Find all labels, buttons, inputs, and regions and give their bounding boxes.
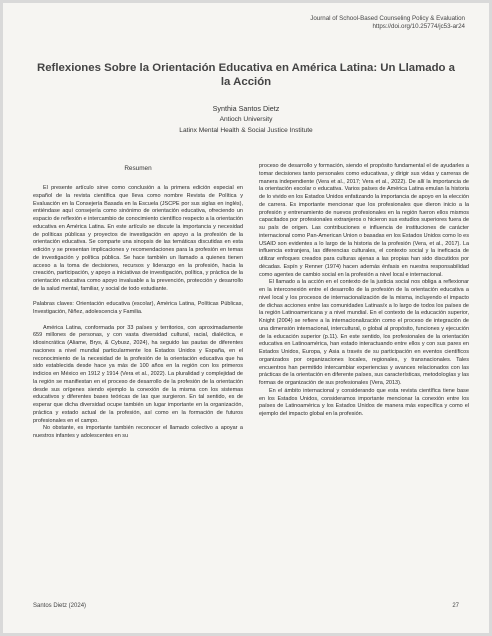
body-paragraph: No obstante, es importante también reconocer el llamado colectivo a apoyar a nuestros infantes y adolescentes en su xyxy=(33,425,243,439)
article-page xyxy=(3,3,489,633)
journal-name: Journal of School-Based Counseling Policy & Evaluation xyxy=(310,15,465,22)
abstract-text: El presente artículo sirve como conclusión a la primera edición especial en español de la revista científica que lleva como nombre Revista de Política y Evaluación en la Consejería Basada en la Escuela (JSCPE por sus siglas en inglés), entiéndase aquí consejería como sinónimo de orientación educativa, ofreciendo un espacio de reflexión e intercambio de conocimiento científico respecto a la orientación educativa en América Latina. En este artículo se discute la importancia y necesidad de políticas públicas y proyectos de investigación en apoyo a la profesión de la orientación educativa. Se comparte una sinopsis de las temáticas discutidas en esta edición y se presentan implicaciones y recomendaciones para la profesión en temas de investigación y política pública. Se hace también un llamado a quienes tienen acceso a la toma de decisiones, recursos y liderazgo en la profesión, hacia la creación, participación, y apoyo a iniciativas de investigación, política, y práctica de la orientación educativa como apoyo invaluable a la prevención, protección y desarrollo de la salud mental, familiar, y social de todo estudiante. xyxy=(33,185,243,292)
author-block xyxy=(3,103,489,136)
left-column xyxy=(33,163,243,593)
page-footer xyxy=(33,603,459,609)
keywords: Palabras claves: Orientación educativa (escolar), América Latina, Políticas Públicas, Investigación, Niñez, adolescencia y Familia. xyxy=(33,301,243,315)
author-affiliation: Latinx Mental Health & Social Justice Institute xyxy=(179,127,313,134)
body-paragraph: En el ámbito internacional y considerando que esta revista científica tiene base en los Estados Unidos, consideramos importante mencionar la conexión entre los países de Latinoamérica y los Estados Unidos de manera más específica y como el ejemplo del impacto global en la profesión. xyxy=(259,387,469,417)
body-paragraph: proceso de desarrollo y formación, siendo el propósito fundamental el de ayudarles a tomar decisiones tanto personales como educativas, y dirigir sus vidas y carreras de manera independiente (Vera et al., 2017; Vera et al., 2022). De allí la importancia de la orientación escolar o educativa. Varios países de América Latina emulan la historia de lo vivido en los Estados Unidos enfatizando la importancia de apoyo en la elección de carrera. Es importante mencionar que los profesionales que dieron inicio a la profesión y entrenamiento de nuevos profesionales en la región fueron ellos mismos capacitados por profesionales extranjeros o hicieron sus estudios superiores fuera de su país de origen. Las contribuciones e influencia de instituciones de carácter internacional como Pan-American Union o basadas en los Estados Unidos como lo es USAID son evidentes a lo largo de la historia de la profesión (Vera, et al., 2017). La influencia extranjera, las diferencias culturales, el contexto social y la ineficacia de utilizar enfoques creados para culturas ajenas a las propias han sido discutidos por décadas. Espín y Renner (1974) hacen además énfasis en nuestra responsabilidad como agentes de cambio social en la profesión a nivel local e internacional. xyxy=(259,163,469,278)
doi-link[interactable]: https://doi.org/10.25774/jc53-ar24 xyxy=(372,23,465,30)
footer-citation: Santos Dietz (2024) xyxy=(33,603,87,609)
body-paragraph: El llamado a la acción en el contexto de la justicia social nos obliga a reflexionar en la interconexión entre el desarrollo de la profesión de la orientación educativa a nivel local y los procesos de internacionalización de la misma, incluyendo el impacto de dichas acciones entre las comunidades Latinas/x a lo largo de todos los países de la región Latinoamericana y a nivel mundial. En el contexto de la educación superior, Knight (2004) se refiere a la internacionalización como el proceso de integración de una dimensión internacional, intercultural, o global al propósito, funciones y ejecución de la educación superior (p.11). En este sentido, los profesionales de la orientación educativa en Latinoamérica, han estado interactuando entre ellos y con sus pares en Estados Unidos, Europa, y Asia a través de su participación en eventos científicos organizados por organizaciones locales, regionales, y transnacionales. Tales encuentros han permitido intercambiar experiencias y avances relacionados con las prácticas de la orientación en diferente países, sus características, metodologías y las formas de organización de sus profesionales (Vera, 2013). xyxy=(259,279,469,386)
journal-header xyxy=(310,15,465,31)
right-column xyxy=(259,163,469,593)
abstract-heading: Resumen xyxy=(124,165,152,172)
author-affiliation: Antioch University xyxy=(219,116,273,123)
author-name: Synthia Santos Dietz xyxy=(212,104,280,113)
page-number: 27 xyxy=(452,603,459,609)
body-paragraph: América Latina, conformada por 33 países y territorios, con aproximadamente 659 millones de personas, y con vasta diversidad cultural, racial, dialéctica, e idiosincrática (Aliame, Brys, & Cybusz, 2024), ha seguido las pautas de diferentes naciones a nivel mundial particularmente los Estados Unidos y España, en el reconocimiento de la necesidad de la profesión de la orientación educativa que ha sido establecida desde hace ya más de 100 años en la región con los primeros indicios en México en 1912 y 1914 (Vera et al., 2022). La pluralidad y complejidad de la región se manifiestan en el proceso de desarrollo de la profesión de la orientación desde sus orígenes siendo ejemplo la conexión de la misma con los sistemas educativos y diferentes bases teóricas de las que surgieron. En tal sentido, es de esperar que dicha diversidad ocupe también un lugar importante en la organización, práctica y estado actual de la profesión, así como en la formación de futuros profesionales en el campo. xyxy=(33,324,243,424)
article-title: Reflexiones Sobre la Orientación Educativa en América Latina: Un Llamado a la Acción xyxy=(37,62,455,88)
